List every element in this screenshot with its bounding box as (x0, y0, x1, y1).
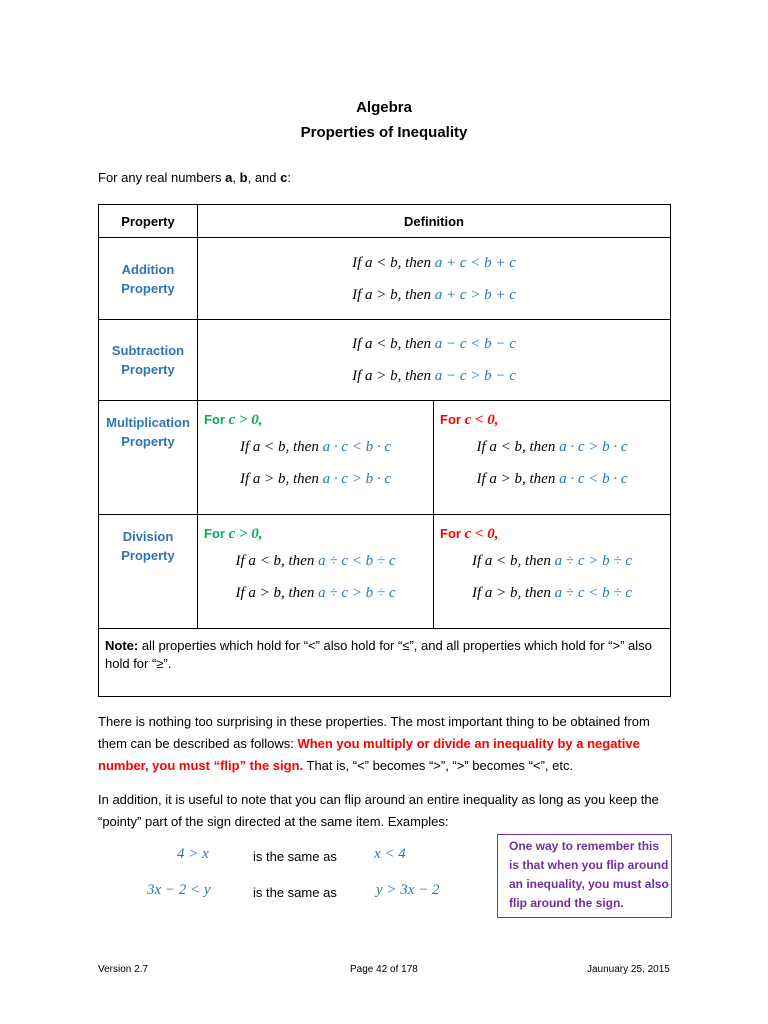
page-title: Algebra (356, 99, 412, 116)
addition-property-name: Addition Property (99, 238, 198, 320)
page-subtitle: Properties of Inequality (300, 124, 468, 141)
multiplication-pos-eq-2: If a > b, then a · c > b · c (239, 471, 392, 487)
subtraction-property-name: Subtraction Property (99, 320, 198, 401)
division-neg-eq-1: If a < b, then a ÷ c > b ÷ c (471, 553, 633, 569)
properties-table (98, 204, 671, 697)
addition-eq-1: If a < b, then a + c < b + c (352, 254, 516, 271)
division-property-name: Division Property (99, 515, 198, 629)
note-label: Note: (105, 638, 139, 653)
subtraction-eq-1: If a < b, then a − c < b − c (352, 336, 516, 352)
row-subtraction (99, 320, 671, 401)
multiplication-neg-condition: For c < 0, (440, 412, 499, 428)
multiplication-positive-c (198, 401, 434, 515)
row-note (99, 629, 671, 697)
division-pos-condition: For c > 0, (204, 526, 263, 542)
flip-rule-highlight: When you multiply or divide an inequality by a negative number, you must “flip” the sign. (98, 736, 640, 773)
multiplication-property-name: Multiplication Property (99, 401, 198, 515)
multiplication-negative-c (434, 401, 671, 515)
multiplication-neg-eq-1: If a < b, then a · c > b · c (476, 439, 628, 455)
footer-version: Version 2.7 (98, 964, 149, 975)
note-cell (99, 629, 671, 697)
row-addition (99, 238, 671, 320)
note-text: all properties which hold for “<” also hold for “≤”, and all properties which hold for “>” also hold for “≥”. (105, 638, 652, 671)
example-1-mid: is the same as (253, 849, 337, 864)
example-1-left: 4 > x (177, 846, 209, 862)
header-property: Property (99, 205, 198, 238)
multiplication-pos-eq-1: If a < b, then a · c < b · c (239, 439, 392, 455)
division-pos-eq-2: If a > b, then a ÷ c > b ÷ c (235, 585, 396, 601)
division-pos-eq-1: If a < b, then a ÷ c < b ÷ c (235, 553, 396, 569)
row-multiplication (99, 401, 671, 515)
example-2-right: y > 3x − 2 (376, 882, 440, 898)
division-neg-eq-2: If a > b, then a ÷ c < b ÷ c (471, 585, 633, 601)
footer-page-number: Page 42 of 178 (350, 964, 418, 975)
footer-date: Jaunuary 25, 2015 (587, 964, 670, 975)
addition-eq-2: If a > b, then a + c > b + c (352, 286, 516, 303)
division-positive-c (198, 515, 434, 629)
callout-box: One way to remember this is that when you flip around an inequality, you must also flip around the sign. (497, 834, 672, 918)
division-neg-condition: For c < 0, (440, 526, 499, 542)
table-header-row (99, 205, 671, 238)
multiplication-neg-eq-2: If a > b, then a · c < b · c (476, 471, 628, 487)
multiplication-pos-condition: For c > 0, (204, 412, 263, 428)
addition-definition (198, 238, 671, 320)
row-division (99, 515, 671, 629)
paragraph-flip-rule: There is nothing too surprising in these properties. The most important thing to be obtained from them can be described as follows: When you multiply or divide an inequality by a negative number, you must “flip” the sign. That is, “<” becomes “>”, “>” becomes “<”, etc. (98, 714, 650, 773)
example-1-right: x < 4 (374, 846, 406, 862)
subtraction-eq-2: If a > b, then a − c > b − c (352, 368, 516, 384)
example-2-left: 3x − 2 < y (147, 882, 211, 898)
paragraph-flip-inequality: In addition, it is useful to note that you can flip around an entire inequality as long as you keep the “pointy” part of the sign directed at the same item. Examples: (98, 792, 659, 829)
header-definition: Definition (198, 205, 671, 238)
intro-text: For any real numbers a, b, and c: (98, 170, 291, 185)
division-negative-c (434, 515, 671, 629)
example-2-mid: is the same as (253, 885, 337, 900)
subtraction-definition (198, 320, 671, 401)
